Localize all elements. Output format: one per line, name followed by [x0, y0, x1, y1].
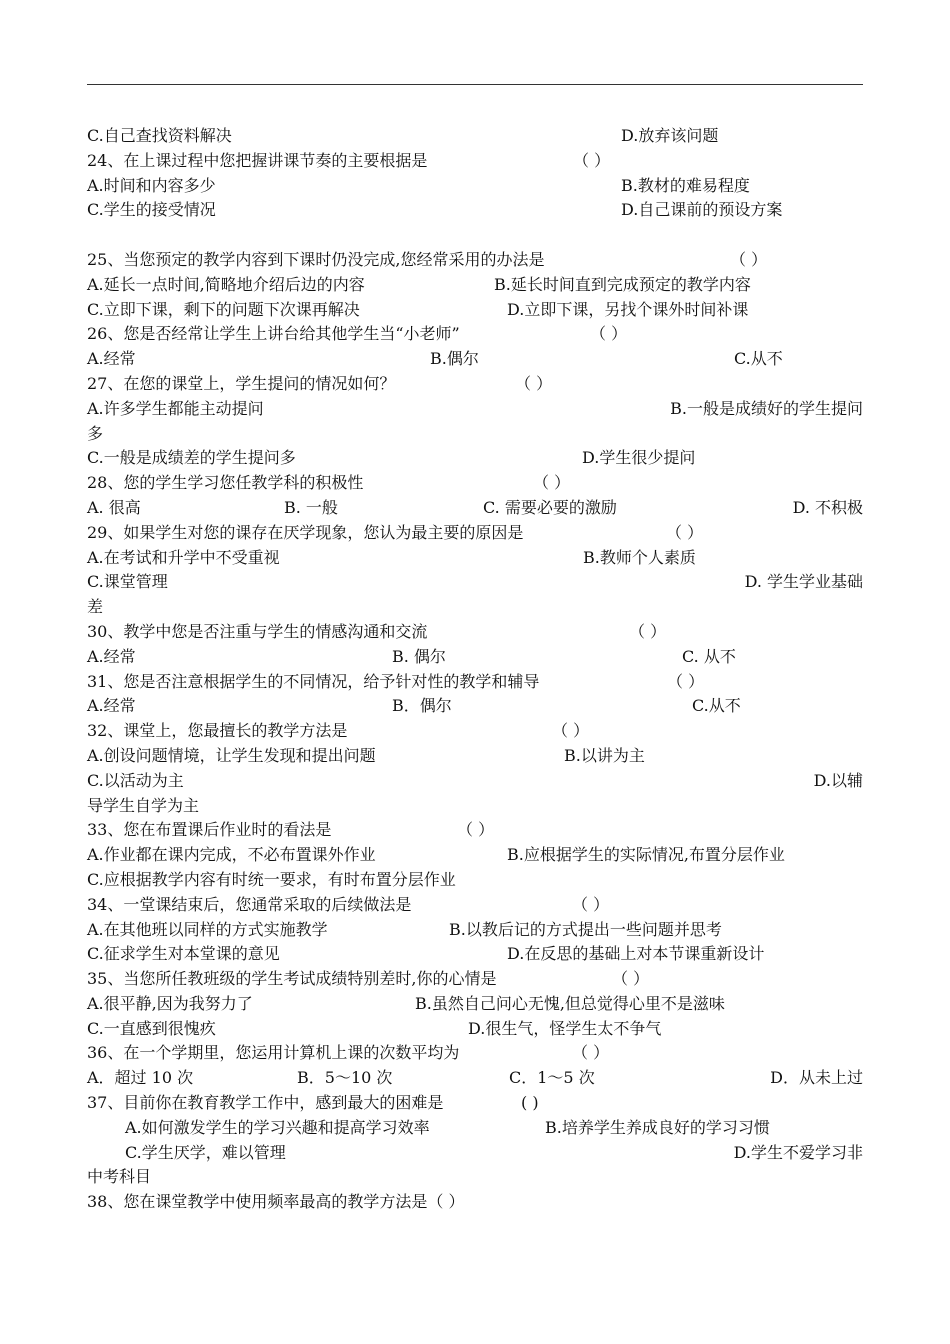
question-27 [87, 372, 863, 397]
option-b: B. 偶尔 [392, 646, 446, 666]
option-b: B.以讲为主 [564, 745, 645, 765]
option-line [87, 769, 863, 794]
question-text: 28、您的学生学习您任教学科的积极性 [87, 473, 364, 493]
option-a: A.许多学生都能主动提问 [87, 398, 264, 418]
option-c: C.以活动为主 [87, 770, 184, 790]
option-line [87, 496, 863, 521]
option-continuation [87, 794, 863, 819]
option-continuation [87, 422, 863, 447]
option-d: D.很生气，怪学生太不争气 [468, 1018, 662, 1038]
question-text: 31、您是否注意根据学生的不同情况，给予针对性的教学和辅导 [87, 671, 540, 691]
option-d: D.自己课前的预设方案 [621, 200, 783, 220]
option-b: B.培养学生养成良好的学习习惯 [545, 1117, 770, 1137]
question-36 [87, 1041, 863, 1066]
option-line [87, 347, 863, 372]
option-line [87, 918, 863, 943]
option-line [87, 124, 863, 149]
question-text: 26、您是否经常让学生上讲台给其他学生当“小老师” [87, 324, 460, 344]
question-text: 38、您在课堂教学中使用频率最高的教学方法是（ ） [87, 1192, 465, 1212]
option-line [87, 546, 863, 571]
option-b: B.偶尔 [430, 349, 479, 369]
option-b: B.一般是成绩好的学生提问 [670, 398, 863, 418]
option-d: D.立即下课，另找个课外时间补课 [507, 299, 749, 319]
option-a: A.经常 [87, 696, 136, 716]
option-a: A.在其他班以同样的方式实施教学 [87, 919, 328, 939]
option-a: A.在考试和升学中不受重视 [87, 547, 280, 567]
question-30 [87, 620, 863, 645]
question-29 [87, 521, 863, 546]
answer-blank: （ ） [612, 969, 650, 989]
option-d: D．从未上过 [770, 1068, 863, 1088]
question-31 [87, 670, 863, 695]
option-c: C.一直感到很愧疚 [87, 1018, 216, 1038]
option-c: C.学生厌学，难以管理 [125, 1142, 286, 1162]
option-b: B.教材的难易程度 [621, 175, 750, 195]
answer-blank: （ ） [666, 522, 704, 542]
option-a: A.时间和内容多少 [87, 175, 216, 195]
option-a: A.如何激发学生的学习兴趣和提高学习效率 [125, 1117, 430, 1137]
continuation-text: 差 [87, 597, 104, 617]
question-text: 24、在上课过程中您把握讲课节奏的主要根据是 [87, 150, 428, 170]
option-line [87, 446, 863, 471]
question-text: 36、在一个学期里，您运用计算机上课的次数平均为 [87, 1043, 460, 1063]
answer-blank: ( ) [521, 1093, 539, 1113]
option-b: B.以教后记的方式提出一些问题并思考 [449, 919, 722, 939]
option-b: B．偶尔 [392, 696, 452, 716]
option-line [87, 397, 863, 422]
option-c: C.自己查找资料解决 [87, 126, 232, 145]
question-32 [87, 719, 863, 744]
option-d: D.学生很少提问 [582, 448, 696, 468]
answer-blank: （ ） [552, 721, 590, 741]
option-line [87, 645, 863, 670]
option-a: A.作业都在课内完成，不必布置课外作业 [87, 845, 376, 865]
question-text: 27、在您的课堂上，学生提问的情况如何？ [87, 373, 396, 393]
option-line [87, 992, 863, 1017]
answer-blank: （ ） [515, 373, 553, 393]
option-a: A.很平静,因为我努力了 [87, 993, 253, 1013]
answer-blank: （ ） [573, 150, 611, 170]
option-b: B．5～10 次 [297, 1068, 393, 1088]
option-line [87, 198, 863, 223]
question-text: 25、当您预定的教学内容到下课时仍没完成,您经常采用的办法是 [87, 249, 545, 269]
header-rule [87, 84, 863, 85]
question-24 [87, 149, 863, 174]
question-38 [87, 1190, 863, 1215]
option-continuation [87, 1165, 863, 1190]
answer-blank: （ ） [590, 324, 628, 344]
answer-blank: （ ） [629, 621, 667, 641]
answer-blank: （ ） [572, 1043, 610, 1063]
question-text: 37、目前你在教育教学工作中，感到最大的困难是 [87, 1093, 444, 1113]
continuation-text: 多 [87, 423, 104, 443]
question-26 [87, 322, 863, 347]
option-c: C.一般是成绩差的学生提问多 [87, 448, 296, 468]
answer-blank: （ ） [730, 249, 768, 269]
option-continuation [87, 595, 863, 620]
question-text: 34、一堂课结束后，您通常采取的后续做法是 [87, 894, 412, 914]
option-d: D.在反思的基础上对本节课重新设计 [507, 944, 765, 964]
option-c: C.征求学生对本堂课的意见 [87, 944, 280, 964]
option-line [87, 694, 863, 719]
answer-blank: （ ） [667, 671, 705, 691]
question-text: 29、如果学生对您的课存在厌学现象，您认为最主要的原因是 [87, 522, 524, 542]
option-b: B.教师个人素质 [583, 547, 696, 567]
continuation-text: 中考科目 [87, 1167, 152, 1187]
question-text: 30、教学中您是否注重与学生的情感沟通和交流 [87, 621, 428, 641]
question-33 [87, 818, 863, 843]
option-line [87, 744, 863, 769]
question-25 [87, 248, 863, 273]
option-a: A.创设问题情境，让学生发现和提出问题 [87, 745, 376, 765]
option-c: C.从不 [734, 349, 783, 369]
option-c: C. 从不 [682, 646, 736, 666]
option-d: D.以辅 [813, 770, 863, 790]
option-a: A.经常 [87, 646, 136, 666]
option-c: C.应根据教学内容有时统一要求，有时布置分层作业 [87, 869, 456, 889]
option-line [87, 1066, 863, 1091]
option-b: B.虽然自己问心无愧,但总觉得心里不是滋味 [415, 993, 725, 1013]
option-c: C.立即下课，剩下的问题下次课再解决 [87, 299, 360, 319]
option-d: D.放弃该问题 [621, 126, 719, 145]
option-a: A.经常 [87, 349, 136, 369]
option-line [87, 174, 863, 199]
option-c: C.学生的接受情况 [87, 200, 216, 220]
option-c: C.课堂管理 [87, 572, 168, 592]
option-line [87, 843, 863, 868]
continuation-text: 导学生自学为主 [87, 795, 200, 815]
option-a: A.延长一点时间,简略地介绍后边的内容 [87, 274, 365, 294]
answer-blank: （ ） [533, 473, 571, 493]
question-text: 35、当您所任教班级的学生考试成绩特别差时,你的心情是 [87, 969, 497, 989]
option-a: A. 很高 [87, 497, 141, 517]
option-line [87, 868, 863, 893]
option-c: C. 需要必要的激励 [483, 497, 617, 517]
option-line [87, 1017, 863, 1042]
option-b: B.应根据学生的实际情况,布置分层作业 [507, 845, 785, 865]
option-c: C.从不 [692, 696, 741, 716]
option-line [87, 942, 863, 967]
question-text: 33、您在布置课后作业时的看法是 [87, 820, 332, 840]
question-28 [87, 471, 863, 496]
option-c: C．1～5 次 [509, 1068, 595, 1088]
option-line [87, 570, 863, 595]
answer-blank: （ ） [572, 894, 610, 914]
question-37 [87, 1091, 863, 1116]
option-b: B.延长时间直到完成预定的教学内容 [494, 274, 751, 294]
question-34 [87, 893, 863, 918]
option-line [87, 1116, 863, 1141]
option-b: B. 一般 [284, 497, 338, 517]
option-d: D. 不积极 [792, 497, 863, 517]
question-text: 32、课堂上，您最擅长的教学方法是 [87, 721, 348, 741]
option-line [87, 298, 863, 323]
option-d: D. 学生学业基础 [744, 572, 863, 592]
answer-blank: （ ） [457, 820, 495, 840]
option-line [87, 273, 863, 298]
blank-line [87, 223, 863, 248]
option-d: D.学生不爱学习非 [733, 1142, 863, 1162]
option-line [87, 1141, 863, 1166]
question-35 [87, 967, 863, 992]
document-body [87, 124, 863, 1215]
option-a: A．超过 10 次 [87, 1068, 194, 1088]
